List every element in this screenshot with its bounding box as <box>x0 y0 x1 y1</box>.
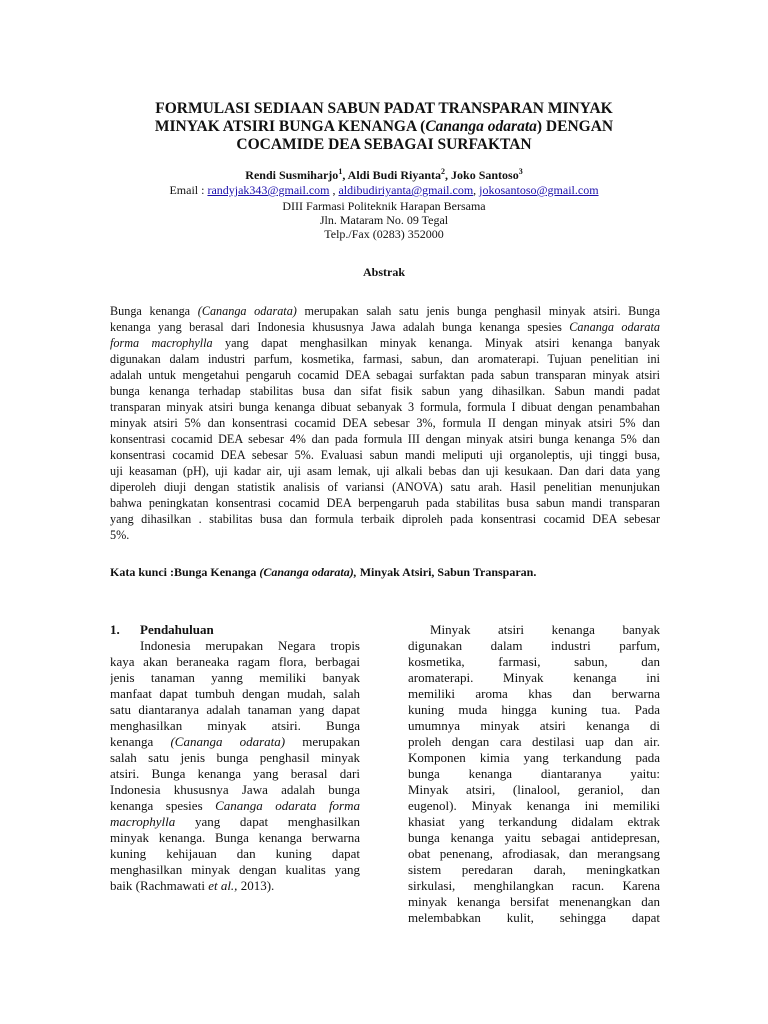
body-line-text: salah satu jenis bunga penghasil minyak <box>110 750 360 765</box>
email-label: Email : <box>169 183 208 197</box>
body-line-italic: Cananga odarata forma <box>215 798 360 813</box>
body-line-text: khasiat yang terkandung didalam ektrak <box>408 814 660 829</box>
abstract-line <box>110 431 660 447</box>
body-line <box>408 798 660 814</box>
body-line <box>408 686 660 702</box>
keywords-list: Minyak Atsiri, Sabun Transparan. <box>356 565 537 579</box>
abstract-line <box>110 447 660 463</box>
affiliation-institution: DIII Farmasi Politeknik Harapan Bersama <box>282 199 486 213</box>
body-line-text: kaya akan beraneaka ragam flora, berbagai <box>110 654 360 669</box>
abstract-line <box>110 463 660 479</box>
affiliation-address: Jln. Mataram No. 09 Tegal <box>319 213 449 227</box>
body-line-text: sirkulasi, menghilangkan racun. Karena <box>408 878 660 893</box>
title-line-2 <box>100 118 668 136</box>
body-line <box>408 894 660 910</box>
body-line-text: minyak kenanga. Bunga kenanga berwarna <box>110 830 360 845</box>
author-affil-mark: 3 <box>518 167 523 176</box>
body-line <box>110 638 360 654</box>
body-line-italic: (Cananga odarata) <box>170 734 286 749</box>
abstract-line-text: Bunga kenanga <box>110 304 198 318</box>
body-line <box>110 734 360 750</box>
email-link[interactable]: aldibudiriyanta@gmail.com <box>338 183 474 197</box>
body-line-text: Komponen kimia yang terkandung pada <box>408 750 660 765</box>
body-line <box>408 782 660 798</box>
body-line <box>110 766 360 782</box>
abstract-line-text: digunakan dalam industri parfum, kosmetika, farmasi, sabun, dan aromaterapi. Tujuan penelitian ini <box>110 352 660 366</box>
abstract-line-text: merupakan salah satu jenis bunga penghasil minyak atsiri. Bunga <box>296 304 660 318</box>
body-line-text: kuning kehijauan dan kuning dapat <box>110 846 360 861</box>
body-line <box>110 814 360 830</box>
body-line-text: digunakan dalam industri parfum, <box>408 638 660 653</box>
abstract-line <box>110 479 660 495</box>
body-line <box>110 830 360 846</box>
section-heading <box>110 622 360 638</box>
body-line-text: minyak kenanga bersifat menenangkan dan <box>408 894 660 909</box>
paper-title <box>100 100 668 154</box>
body-line-text: proleh dengan cara destilasi uap dan air. <box>408 734 660 749</box>
body-line <box>408 638 660 654</box>
body-line <box>110 878 360 894</box>
author-name: Rendi Susmiharjo <box>245 168 339 182</box>
abstract-line-text: bunga kenanga terhadap stabilitas busa dan sifat fisik sabun yang dihasilkan. Sabun mandi padat <box>110 384 660 398</box>
abstract-line-text: kenanga yang berasal dari Indonesia khususnya Jawa adalah bunga kenanga spesies <box>110 320 570 334</box>
section-title: Pendahuluan <box>140 622 214 637</box>
email-line: Email : randyjak343@gmail.com , aldibudiriyanta@gmail.com, jokosantoso@gmail.com <box>169 183 599 197</box>
body-line <box>408 910 660 926</box>
body-line <box>110 686 360 702</box>
email-link[interactable]: randyjak343@gmail.com <box>207 183 330 197</box>
body-line-text: Minyak atsiri, (linalool, geraniol, dan <box>408 782 660 797</box>
abstract-line-text: adalah untuk mengetahui pengaruh cocamid DEA sebagai surfaktan pada sabun transparan minyak atsiri <box>110 368 660 382</box>
abstract-heading: Abstrak <box>362 265 405 279</box>
keywords <box>110 565 670 580</box>
abstract-line-text: 5%. <box>110 528 130 542</box>
body-line <box>408 814 660 830</box>
body-line-text: menghasilkan minyak dengan kualitas yang <box>110 862 360 877</box>
body-line <box>408 846 660 862</box>
body-line-text: Minyak atsiri kenanga banyak <box>430 622 660 637</box>
title-line-2-b: ) DENGAN <box>536 118 614 135</box>
keywords-species: (Cananga odarata), <box>259 565 357 579</box>
abstract-line <box>110 527 660 543</box>
email-link[interactable]: jokosantoso@gmail.com <box>479 183 599 197</box>
abstract-line <box>110 351 660 367</box>
body-line-text: bunga kenanga yaitu sebagai antidepresan, <box>408 830 660 845</box>
left-column-text <box>110 638 360 894</box>
body-line-text: memiliki aroma khas dan berwarna <box>408 686 660 701</box>
abstract-line-text: transparan minyak atsiri bunga kenanga dibuat sebanyak 3 formula, formula I dibuat dengan penambahan <box>110 400 660 414</box>
body-line-text: yang dapat menghasilkan <box>175 814 360 829</box>
abstract-line <box>110 367 660 383</box>
body-line-text: satu diantaranya adalah tanaman yang dapat <box>110 702 360 717</box>
body-line <box>408 718 660 734</box>
body-line-text: jenis tanaman yanng memiliki banyak <box>110 670 360 685</box>
abstract-line-italic: forma macrophylla <box>110 336 213 350</box>
abstract-line-text: yang dihasilkan . stabilitas busa dan formula terbaik diproleh pada konsentrasi cocamid DEA sebesar <box>110 512 660 526</box>
abstract-line-text: bahwa peningkatan konsentrasi cocamid DEA berpengaruh pada stabilitas busa sabun mandi transparan <box>110 496 660 510</box>
abstract-line-text: uji keasaman (pH), uji kadar air, uji asam lemak, uji alkali bebas dan uji kesukaan. Dan dari data yang <box>110 464 660 478</box>
body-line-text: menghasilkan minyak atsiri. Bunga <box>110 718 360 733</box>
left-column <box>110 622 360 894</box>
body-line-text: manfaat dapat tumbuh dengan mudah, salah <box>110 686 360 701</box>
body-line <box>110 702 360 718</box>
abstract-line-text: diperoleh diuji dengan statistik analisis of variansi (ANOVA) satu arah. Hasil penelitian menunjukan <box>110 480 660 494</box>
abstract-line-text: yang dapat menghasilkan minyak kenanga. Minyak atsiri kenanga banyak <box>212 336 660 350</box>
body-line-text: eugenol). Minyak kenanga ini memiliki <box>408 798 660 813</box>
body-line <box>408 862 660 878</box>
body-line-text: bunga kenanga diantaranya yaitu: <box>408 766 660 781</box>
body-line <box>110 654 360 670</box>
abstract-line <box>110 415 660 431</box>
abstract-line <box>110 399 660 415</box>
title-line-3: COCAMIDE DEA SEBAGAI SURFAKTAN <box>236 136 532 153</box>
body-line-text: Indonesia merupakan Negara tropis <box>140 638 360 653</box>
body-line <box>408 878 660 894</box>
abstract-line-italic: (Cananga odarata) <box>197 304 297 318</box>
body-line-text: sistem peredaran darah, meningkatkan <box>408 862 660 877</box>
body-line <box>408 702 660 718</box>
abstract-line <box>110 383 660 399</box>
author-name: Aldi Budi Riyanta <box>347 168 442 182</box>
body-line <box>110 750 360 766</box>
body-line-text: kenanga <box>110 734 171 749</box>
body-line-italic: et al., <box>208 878 238 893</box>
abstract-line <box>110 335 660 351</box>
keywords-label: Kata kunci :Bunga Kenanga <box>110 565 260 579</box>
abstract-line-text: konsentrasi cocamid DEA sebesar 4% dan pada formula III dengan minyak atsiri bunga kenanga 5% dan <box>110 432 660 446</box>
author-affil-mark: 1 <box>338 167 343 176</box>
body-line-text: melembabkan kulit, sehingga dapat <box>408 910 660 925</box>
author-affil-mark: 2 <box>441 167 446 176</box>
abstract-line-text: konsentrasi cocamid DEA sebesar 5%. Evaluasi sabun mandi meliputi uji organoleptis, uji tinggi busa, <box>110 448 660 462</box>
body-line-italic: macrophylla <box>110 814 176 829</box>
body-line-text: kuning muda hingga kuning tua. Pada <box>408 702 660 717</box>
body-line-text: baik (Rachmawati <box>110 878 209 893</box>
body-line <box>110 718 360 734</box>
abstract-line-italic: Cananga odarata <box>569 320 660 334</box>
affiliation-phone: Telp./Fax (0283) 352000 <box>324 227 444 241</box>
body-line-text: 2013). <box>237 878 275 893</box>
body-line <box>110 782 360 798</box>
title-species: Cananga odarata <box>425 118 537 135</box>
body-line-text: kosmetika, farmasi, sabun, dan <box>408 654 660 669</box>
body-line <box>408 830 660 846</box>
abstract-body <box>110 303 660 543</box>
body-line <box>110 670 360 686</box>
abstract-line <box>110 511 660 527</box>
abstract-line <box>110 303 660 319</box>
body-line-text: Indonesia khususnya Jawa adalah bunga <box>110 782 360 797</box>
title-line-1: FORMULASI SEDIAAN SABUN PADAT TRANSPARAN MINYAK <box>155 100 613 117</box>
body-line <box>408 750 660 766</box>
body-line-text: kenanga spesies <box>110 798 216 813</box>
body-line <box>110 862 360 878</box>
right-column-text <box>408 622 660 926</box>
author-name: Joko Santoso <box>451 168 519 182</box>
body-line <box>110 798 360 814</box>
section-number: 1. <box>110 622 120 637</box>
body-line <box>408 654 660 670</box>
body-line-text: atsiri. Bunga kenanga yang berasal dari <box>110 766 360 781</box>
body-line <box>408 670 660 686</box>
body-line-text: merupakan <box>285 734 360 749</box>
body-line <box>408 766 660 782</box>
title-line-2-a: MINYAK ATSIRI BUNGA KENANGA ( <box>154 118 426 135</box>
body-line-text: umumnya minyak atsiri kenanga di <box>408 718 660 733</box>
abstract-line <box>110 495 660 511</box>
abstract-line <box>110 319 660 335</box>
body-line <box>408 622 660 638</box>
body-line-text: obat penenang, afrodiasak, dan merangsang <box>408 846 660 861</box>
author-list: Rendi Susmiharjo$^1$, Aldi Budi Riyanta$^2$, Joko Santoso$^3$ <box>245 167 523 182</box>
body-line <box>408 734 660 750</box>
right-column <box>408 622 660 926</box>
abstract-line-text: minyak atsiri 5% dan konsentrasi cocamid DEA sebesar 3%, formula II dengan minyak atsiri 5% dan <box>110 416 660 430</box>
body-line-text: aromaterapi. Minyak kenanga ini <box>408 670 660 685</box>
body-line <box>110 846 360 862</box>
